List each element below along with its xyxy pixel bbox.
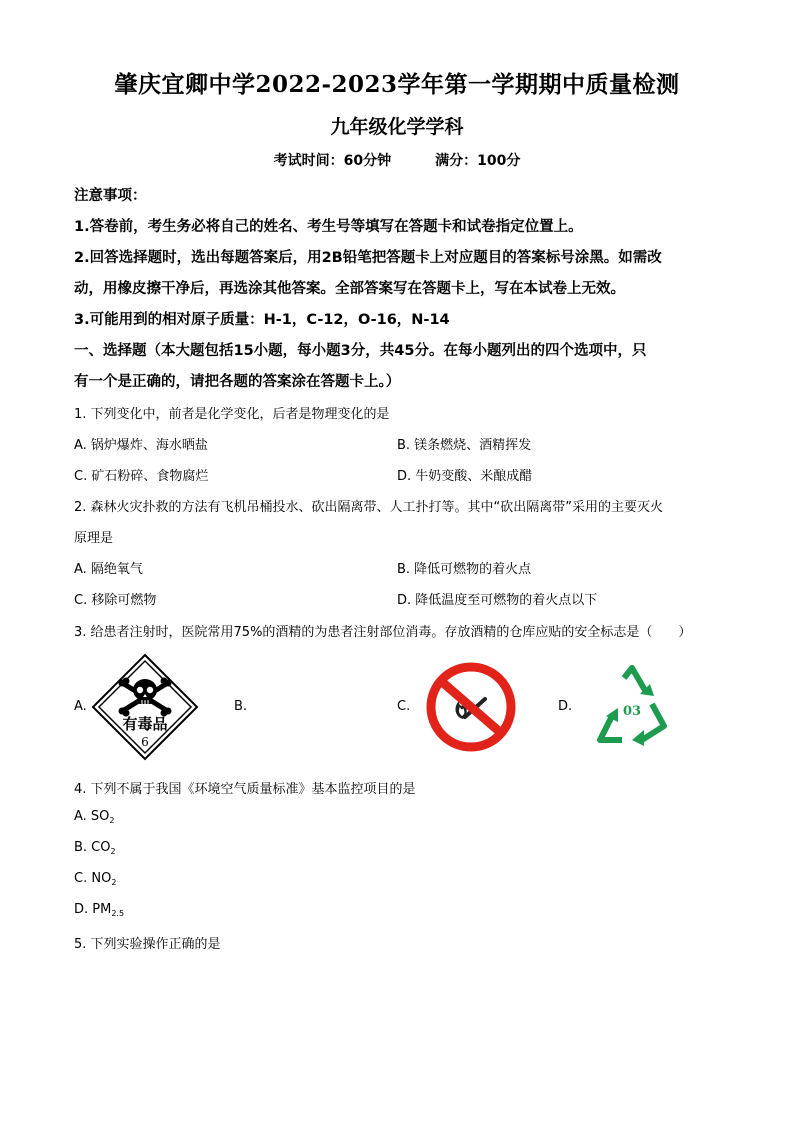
- question-2-stem-line-1: 2. 森林火灾扑救的方法有飞机吊桶投水、砍出隔离带、人工扑打等。其中“砍出隔离带”采用的主要灭火: [74, 500, 664, 515]
- notice-item-3: 3.可能用到的相对原子质量：H-1，C-12，O-16，N-14: [74, 312, 450, 328]
- notice-item-1: 1.答卷前，考生务必将自己的姓名、考生号等填写在答题卡和试卷指定位置上。: [74, 219, 583, 235]
- question-2-option-d: D. 降低温度至可燃物的着火点以下: [397, 593, 598, 608]
- question-4-option-a: [74, 809, 115, 825]
- option-a-formula: A. SO: [74, 809, 110, 824]
- question-2-option-b: B. 降低可燃物的着火点: [397, 562, 532, 577]
- question-4-option-b: [74, 840, 116, 856]
- toxic-sign-icon: [90, 652, 200, 762]
- option-b-subscript: 2: [110, 847, 116, 856]
- question-2-option-c: C. 移除可燃物: [74, 593, 157, 608]
- section-heading-line-1: 一、选择题（本大题包括15小题，每小题3分，共45分。在每小题列出的四个选项中，只: [74, 343, 647, 359]
- question-2-option-a: A. 隔绝氧气: [74, 562, 143, 577]
- option-b-formula: B. CO: [74, 840, 111, 855]
- option-d-subscript: 2.5: [111, 909, 125, 918]
- question-3-option-b-label: B.: [234, 699, 248, 714]
- exam-meta: [0, 150, 794, 170]
- no-fire-sign-icon: [425, 661, 517, 753]
- notice-heading: 注意事项：: [74, 188, 147, 204]
- notice-item-2-line-1: 2.回答选择题时，选出每题答案后，用2B铅笔把答题卡上对应题目的答案标号涂黑。如需改: [74, 250, 662, 266]
- notice-item-2-line-2: 动，用橡皮擦干净后，再选涂其他答案。全部答案写在答题卡上，写在本试卷上无效。: [74, 281, 625, 297]
- question-3-stem: 3. 给患者注射时，医院常用75%的酒精的为患者注射部位消毒。存放酒精的仓库应贴的安全标志是（ ）: [74, 625, 692, 640]
- question-1-option-d: D. 牛奶变酸、米酿成醋: [397, 469, 533, 484]
- question-3-option-d-label: D.: [558, 699, 573, 714]
- full-score: 满分：100分: [435, 153, 521, 169]
- question-5-stem: 5. 下列实验操作正确的是: [74, 937, 221, 952]
- exam-time: 考试时间：60分钟: [273, 153, 392, 169]
- question-1-option-a: A. 锅炉爆炸、海水晒盐: [74, 438, 208, 453]
- option-c-subscript: 2: [111, 878, 117, 887]
- question-3-option-a-label: A.: [74, 699, 87, 714]
- page-title: 肇庆宜卿中学2022-2023学年第一学期期中质量检测: [114, 71, 680, 98]
- recycle-sign-number: 03: [622, 704, 642, 719]
- option-c-formula: C. NO: [74, 871, 112, 886]
- toxic-sign-text: 有毒品: [122, 715, 168, 733]
- question-3-option-c-label: C.: [397, 699, 411, 714]
- section-heading-line-2: 有一个是正确的，请把各题的答案涂在答题卡上。）: [74, 374, 401, 390]
- question-4-option-d: [74, 902, 124, 918]
- recycle-sign-icon: [586, 664, 678, 746]
- page-subtitle: 九年级化学学科: [330, 116, 464, 138]
- option-a-subscript: 2: [109, 816, 115, 825]
- question-4-option-c: [74, 871, 116, 887]
- question-1-option-b: B. 镁条燃烧、酒精挥发: [397, 438, 532, 453]
- question-1-stem: 1. 下列变化中，前者是化学变化，后者是物理变化的是: [74, 407, 390, 422]
- toxic-sign-number: 6: [141, 735, 149, 749]
- question-1-option-c: C. 矿石粉碎、食物腐烂: [74, 469, 209, 484]
- option-d-formula: D. PM: [74, 902, 112, 917]
- question-2-stem-line-2: 原理是: [74, 531, 114, 546]
- question-4-stem: 4. 下列不属于我国《环境空气质量标准》基本监控项目的是: [74, 782, 416, 797]
